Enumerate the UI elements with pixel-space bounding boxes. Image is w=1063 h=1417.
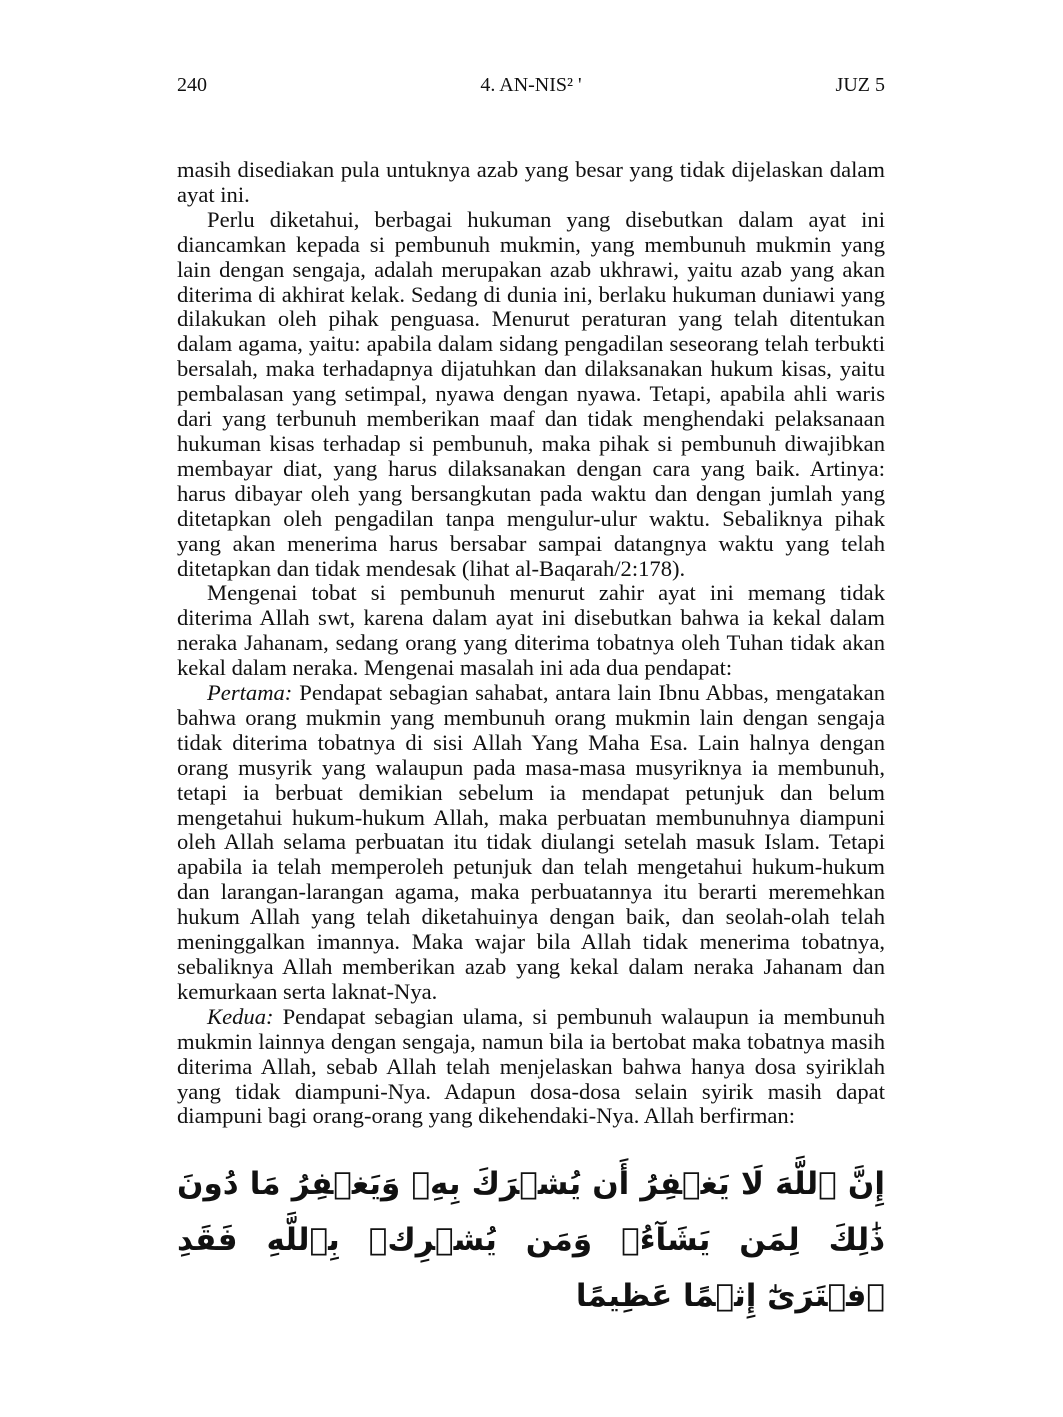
paragraph-kedua xyxy=(177,1005,885,1130)
running-header xyxy=(177,70,885,100)
paragraph-text: Pendapat sebagian sahabat, antara lain Ibnu Abbas, mengatakan bahwa orang mukmin yang membunuh orang mukmin lain dengan sengaja tidak diterima tobatnya di sisi Allah Yang Maha Esa. Lain halnya dengan orang musyrik yang walaupun pada masa-masa musyriknya ia membunuh, tetapi ia berbuat demikian sebelum ia mendapat petunjuk dan belum mengetahui hukum-hukum Allah, maka perbuatan membunuhnya diampuni oleh Allah selama perbuatan itu tidak diulangi setelah masuk Islam. Tetapi apabila ia telah memperoleh petunjuk dan telah mengetahui hukum-hukum dan larangan-larangan agama, maka perbuatannya itu berarti meremehkan hukum Allah yang telah diketahuinya dengan baik, dan seolah-olah telah meninggalkan imannya. Maka wajar bila Allah tidak menerima tobatnya, sebaliknya Allah memberikan azab yang kekal dalam neraka Jahanam dan kemurkaan serta laknat-Nya. xyxy=(177,680,885,1004)
paragraph-lead: Kedua: xyxy=(207,1003,274,1029)
paragraph-text: masih disediakan pula untuknya azab yang besar yang tidak dijelaskan dalam ayat ini. xyxy=(177,157,885,207)
paragraph xyxy=(177,158,885,208)
paragraph-text: Pendapat sebagian ulama, si pembunuh walaupun ia membunuh mukmin lainnya dengan sengaja, namun bila ia bertobat maka tobatnya masih diterima Allah, sebab Allah telah menjelaskan bahwa hanya dosa syiriklah yang tidak diampuni-Nya. Adapun dosa-dosa selain syirik masih dapat diampuni bagi orang-orang yang dikehendaki-Nya. Allah berfirman: xyxy=(177,1003,885,1129)
chapter-title: 4. AN-NIS² ' xyxy=(480,74,582,96)
paragraph xyxy=(177,581,885,681)
paragraph-text: Perlu diketahui, berbagai hukuman yang disebutkan dalam ayat ini diancamkan kepada si pembunuh mukmin, yang membunuh mukmin yang lain dengan sengaja, adalah merupakan azab ukhrawi, yaitu azab yang akan diterima di akhirat kelak. Sedang di dunia ini, berlaku hukuman duniawi yang dilakukan oleh pihak penguasa. Menurut peraturan yang telah ditentukan dalam agama, yaitu: apabila dalam sidang pengadilan seseorang telah terbukti bersalah, maka terhadapnya dijatuhkan dan dilaksanakan hukum kisas, yaitu pembalasan yang setimpal, nyawa dengan nyawa. Tetapi, apabila ahli waris dari yang terbunuh memberikan maaf dan tidak menghendaki pelaksanaan hukuman kisas terhadap si pembunuh, maka pihak si pembunuh diwajibkan membayar diat, yang harus dilaksanakan dengan cara yang baik. Artinya: harus dibayar oleh yang bersangkutan pada waktu dan dengan jumlah yang ditetapkan oleh pengadilan tanpa mengulur-ulur waktu. Sebaliknya pihak yang akan menerima harus bersabar sampai datangnya waktu yang telah ditetapkan dan tidak mendesak (lihat al-Baqarah/2:178). xyxy=(177,206,885,581)
juz-label: JUZ 5 xyxy=(835,74,885,96)
body-text xyxy=(177,158,885,1129)
paragraph-pertama xyxy=(177,681,885,1005)
paragraph xyxy=(177,208,885,582)
arabic-verse: إِنَّ ٱللَّهَ لَا يَغۡفِرُ أَن يُشۡرَكَ بِهِۦ وَيَغۡفِرُ مَا دُونَ ذَٰلِكَ لِمَن يَشَآءُۚ وَمَن يُشۡرِكۡ بِٱللَّهِ فَقَدِ ٱفۡتَرَىٰٓ إِثۡمًا عَظِيمًا xyxy=(177,1166,885,1314)
paragraph-lead: Pertama: xyxy=(207,680,293,706)
paragraph-text: Mengenai tobat si pembunuh menurut zahir ayat ini memang tidak diterima Allah swt, karena dalam ayat ini disebutkan bahwa ia kekal dalam neraka Jahanam, sedang orang yang diterima tobatnya oleh Tuhan tidak akan kekal dalam neraka. Mengenai masalah ini ada dua pendapat: xyxy=(177,580,885,681)
page-number: 240 xyxy=(177,74,207,96)
